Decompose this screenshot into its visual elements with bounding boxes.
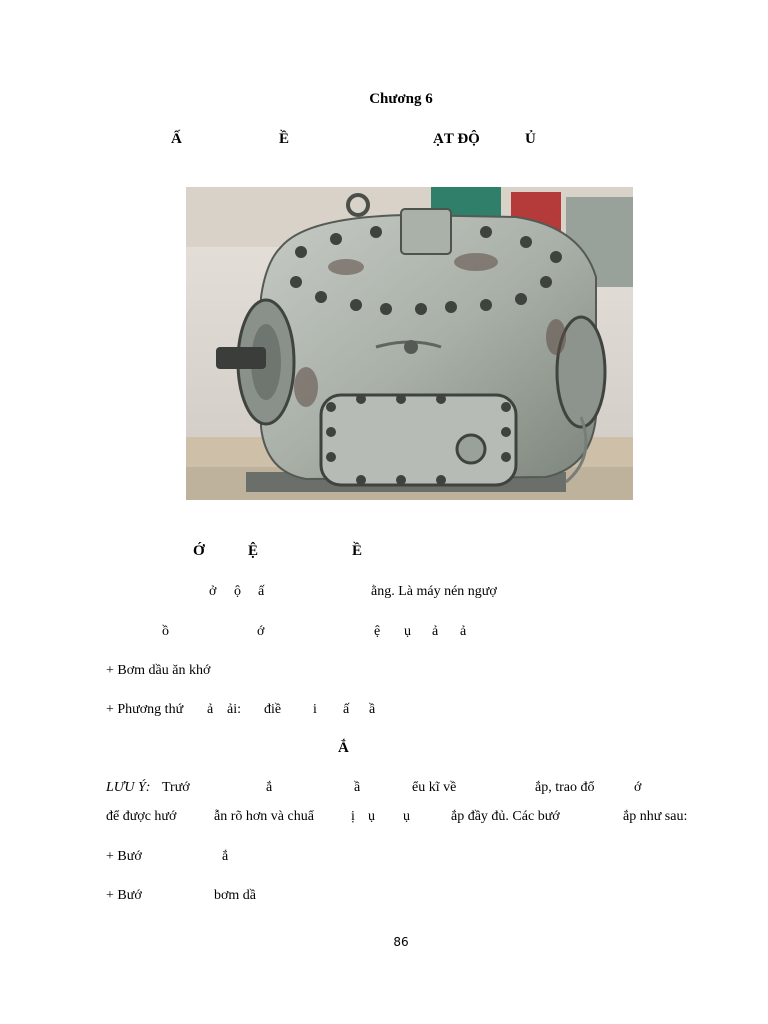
text-fragment: ở bbox=[209, 584, 217, 599]
subheading: Ắ bbox=[338, 740, 349, 756]
text-fragment: ớ bbox=[257, 624, 265, 639]
text-fragment: ắp, trao đổ bbox=[535, 780, 595, 795]
title-fragment: ẠT ĐỘ bbox=[433, 131, 480, 147]
text-fragment: ụ bbox=[404, 624, 411, 639]
text-fragment: + Bướ bbox=[106, 888, 142, 903]
text-fragment: ụ bbox=[368, 809, 375, 824]
text-fragment: ị bbox=[351, 809, 355, 824]
text-fragment: ầ bbox=[369, 702, 376, 717]
text-fragment: ả bbox=[432, 624, 439, 639]
note-label: LƯU Ý: bbox=[106, 780, 151, 795]
text-fragment: ẫn rõ hơn và chuẩ bbox=[214, 809, 314, 824]
heading-fragment: Ệ bbox=[248, 543, 259, 559]
title-fragment: Ấ bbox=[171, 131, 182, 147]
text-fragment: ớ bbox=[634, 780, 642, 795]
text-fragment: ắ bbox=[222, 849, 229, 864]
text-fragment: bơm dầ bbox=[214, 888, 257, 903]
text-fragment: ệ bbox=[374, 624, 381, 639]
text-fragment: ồ bbox=[162, 624, 169, 639]
text-fragment: ấ bbox=[258, 584, 265, 599]
text-fragment: + Bướ bbox=[106, 849, 142, 864]
text-fragment: ắp đầy đủ. Các bướ bbox=[451, 809, 560, 824]
text-fragment: để được hướ bbox=[106, 809, 177, 824]
text-fragment: ả bbox=[207, 702, 214, 717]
text-fragment: ầ bbox=[354, 780, 361, 795]
text-fragment: ả bbox=[460, 624, 467, 639]
heading-fragment: Ề bbox=[352, 543, 363, 559]
title-fragment: Ủ bbox=[525, 131, 536, 147]
text-fragment: ấ bbox=[343, 702, 350, 717]
text-fragment: Trướ bbox=[162, 780, 190, 795]
title-fragment: Ề bbox=[279, 131, 290, 147]
text-fragment: điề bbox=[264, 702, 282, 717]
text-fragment: ắp như sau: bbox=[623, 809, 688, 824]
heading-fragment: Ớ bbox=[193, 543, 205, 559]
text-fragment: ắ bbox=[266, 780, 273, 795]
text-fragment: ộ bbox=[234, 584, 241, 599]
bullet-item: + Bơm dầu ăn khớ bbox=[106, 663, 211, 678]
chapter-label: Chương 6 bbox=[369, 91, 433, 107]
text-fragment: ải: bbox=[227, 702, 241, 717]
text-fragment: i bbox=[313, 702, 317, 717]
text-fragment: ằng. Là máy nén ngượ bbox=[371, 584, 497, 599]
text-fragment: + Phương thứ bbox=[106, 702, 184, 717]
page-number: 86 bbox=[393, 935, 409, 949]
text-fragment: ụ bbox=[403, 809, 410, 824]
text-fragment: ểu kĩ về bbox=[412, 780, 457, 795]
compressor-photo bbox=[178, 169, 625, 482]
